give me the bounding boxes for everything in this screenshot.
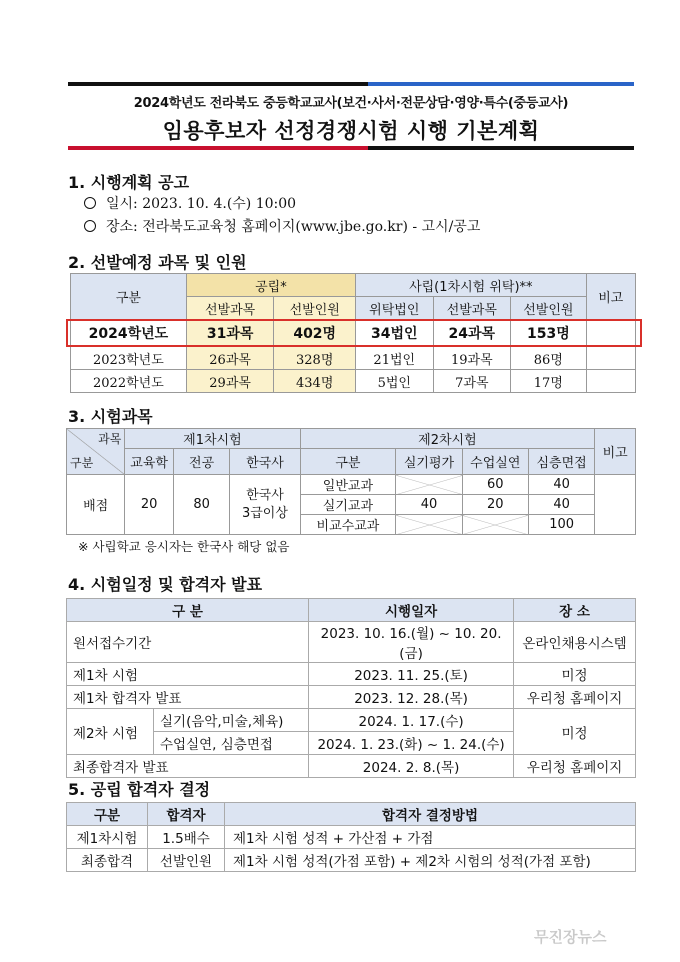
- private-corp-header: 위탁법인: [355, 297, 433, 320]
- sub-label: 실기(음악,미술,체육): [154, 709, 309, 732]
- public-subjects-header: 선발과목: [186, 297, 274, 320]
- cell: 17명: [511, 370, 587, 393]
- col-header: 구분: [67, 803, 148, 826]
- row-place: 우리청 홈페이지: [514, 755, 636, 778]
- section3-heading: 3. 시험과목: [68, 407, 153, 426]
- col-header: 구 분: [67, 599, 309, 622]
- circle-bullet-icon: [84, 197, 96, 209]
- table-row: [71, 370, 636, 393]
- col-header: 심층면접: [528, 449, 594, 475]
- cell: 20: [462, 495, 528, 515]
- highlight-2024-row: [66, 319, 642, 347]
- section4-heading: 4. 시험일정 및 합격자 발표: [68, 575, 263, 594]
- cell: 29과목: [186, 370, 274, 393]
- cell: 19과목: [433, 347, 511, 370]
- cell: [586, 370, 635, 393]
- empty-cell: [396, 515, 462, 535]
- category-header: 구분: [71, 274, 187, 320]
- row-date: 2024. 1. 17.(수): [309, 709, 514, 732]
- col-header: 한국사: [230, 449, 300, 475]
- row-date: 2023. 10. 16.(월) ~ 10. 20.(금): [309, 622, 514, 663]
- private-count-header: 선발인원: [511, 297, 587, 320]
- row-year: 2024학년도: [71, 320, 187, 347]
- cell: 40: [396, 495, 462, 515]
- history-cell: [230, 475, 300, 535]
- document-title: 임용후보자 선정경쟁시험 시행 기본계획: [162, 119, 540, 143]
- cell: 24과목: [433, 320, 511, 347]
- cell: [595, 475, 636, 535]
- table-row: [67, 663, 636, 686]
- history-line2: 3급이상: [241, 505, 288, 521]
- row-label: 제1차 시험: [67, 663, 309, 686]
- cell: 34법인: [355, 320, 433, 347]
- document-header: [68, 88, 634, 145]
- announcement-date: [84, 193, 296, 213]
- empty-cell: [462, 515, 528, 535]
- title-top-bar: [68, 82, 634, 86]
- remark-header: 비고: [586, 274, 635, 320]
- exam-subjects-table: [66, 428, 636, 535]
- cell: 60: [462, 475, 528, 495]
- title-bottom-bar: [68, 146, 634, 150]
- cell: 제1차 시험 성적(가점 포함) + 제2차 시험의 성적(가점 포함): [225, 849, 636, 872]
- table-row: [67, 755, 636, 778]
- cell: 20: [125, 475, 174, 535]
- corner-top-label: 과목: [98, 432, 122, 446]
- private-header: 사립(1차시험 위탁)**: [355, 274, 586, 297]
- row-label: 제1차 합격자 발표: [67, 686, 309, 709]
- col-header: 장 소: [514, 599, 636, 622]
- col-header: 합격자: [148, 803, 225, 826]
- cell: 제1차 시험 성적 + 가산점 + 가점: [225, 826, 636, 849]
- row-place: 미정: [514, 709, 636, 755]
- empty-cell: [396, 475, 462, 495]
- cell: 434명: [274, 370, 356, 393]
- cell: 40: [528, 475, 594, 495]
- row-place: 우리청 홈페이지: [514, 686, 636, 709]
- table-row: [67, 826, 636, 849]
- public-count-header: 선발인원: [274, 297, 356, 320]
- cell: 7과목: [433, 370, 511, 393]
- row-year: 2023학년도: [71, 347, 187, 370]
- row-label: 최종합격자 발표: [67, 755, 309, 778]
- col-header: 수업실연: [462, 449, 528, 475]
- sub-label: 수업실연, 심층면접: [154, 732, 309, 755]
- cell: 26과목: [186, 347, 274, 370]
- cell: 80: [173, 475, 229, 535]
- first-exam-header: 제1차시험: [125, 429, 300, 449]
- table-row: [71, 347, 636, 370]
- cell: 5법인: [355, 370, 433, 393]
- col-header: 합격자 결정방법: [225, 803, 636, 826]
- row-place: 미정: [514, 663, 636, 686]
- col-header: 교육학: [125, 449, 174, 475]
- private-school-note: ※ 사립학교 응시자는 한국사 해당 없음: [78, 539, 290, 554]
- row-place: 온라인채용시스템: [514, 622, 636, 663]
- document-subtitle: 2024학년도 전라북도 중등학교교사(보건·사서·전문상담·영양·특수(중등교사): [133, 96, 569, 111]
- row-label: 제2차 시험: [67, 709, 154, 755]
- public-header: 공립*: [186, 274, 355, 297]
- cell: 100: [528, 515, 594, 535]
- col-header: 실기평가: [396, 449, 462, 475]
- cell: 최종합격: [67, 849, 148, 872]
- row-date: 2023. 11. 25.(토): [309, 663, 514, 686]
- row-label: 원서접수기간: [67, 622, 309, 663]
- cell: 1.5배수: [148, 826, 225, 849]
- cell: 선발인원: [148, 849, 225, 872]
- cell: 일반교과: [300, 475, 396, 495]
- cell: 86명: [511, 347, 587, 370]
- table-row: [67, 686, 636, 709]
- announcement-date-text: 일시: 2023. 10. 4.(수) 10:00: [106, 196, 297, 212]
- history-line1: 한국사: [246, 487, 284, 503]
- cell: 40: [528, 495, 594, 515]
- second-exam-header: 제2차시험: [300, 429, 595, 449]
- corner-bottom-label: 구분: [70, 456, 94, 470]
- cell: [586, 347, 635, 370]
- corner-header: [67, 429, 125, 475]
- col-header: 시행일자: [309, 599, 514, 622]
- row-label: 배점: [67, 475, 125, 535]
- cell: 비교수교과: [300, 515, 396, 535]
- section5-heading: 5. 공립 합격자 결정: [68, 780, 211, 799]
- private-subjects-header: 선발과목: [433, 297, 511, 320]
- col-header: 전공: [173, 449, 229, 475]
- row-date: 2024. 1. 23.(화) ~ 1. 24.(수): [309, 732, 514, 755]
- table-row: [67, 622, 636, 663]
- announcement-place-text: 장소: 전라북도교육청 홈페이지(www.jbe.go.kr) - 고시/공고: [106, 219, 481, 235]
- table-row: [67, 709, 636, 732]
- row-year: 2022학년도: [71, 370, 187, 393]
- news-watermark: 무진장뉴스: [534, 928, 607, 946]
- cell: 제1차시험: [67, 826, 148, 849]
- cell: 31과목: [186, 320, 274, 347]
- cell: 402명: [274, 320, 356, 347]
- pass-decision-table: [66, 802, 636, 872]
- cell: 153명: [511, 320, 587, 347]
- table-row: [67, 849, 636, 872]
- cell: 21법인: [355, 347, 433, 370]
- col-header: 구분: [300, 449, 396, 475]
- announcement-place: [84, 216, 480, 236]
- schedule-table: [66, 598, 636, 778]
- row-date: 2023. 12. 28.(목): [309, 686, 514, 709]
- section2-heading: 2. 선발예정 과목 및 인원: [68, 253, 247, 272]
- remark-header: 비고: [595, 429, 636, 475]
- row-date: 2024. 2. 8.(목): [309, 755, 514, 778]
- circle-bullet-icon: [84, 220, 96, 232]
- section1-heading: 1. 시행계획 공고: [68, 173, 190, 192]
- cell: 328명: [274, 347, 356, 370]
- cell: 실기교과: [300, 495, 396, 515]
